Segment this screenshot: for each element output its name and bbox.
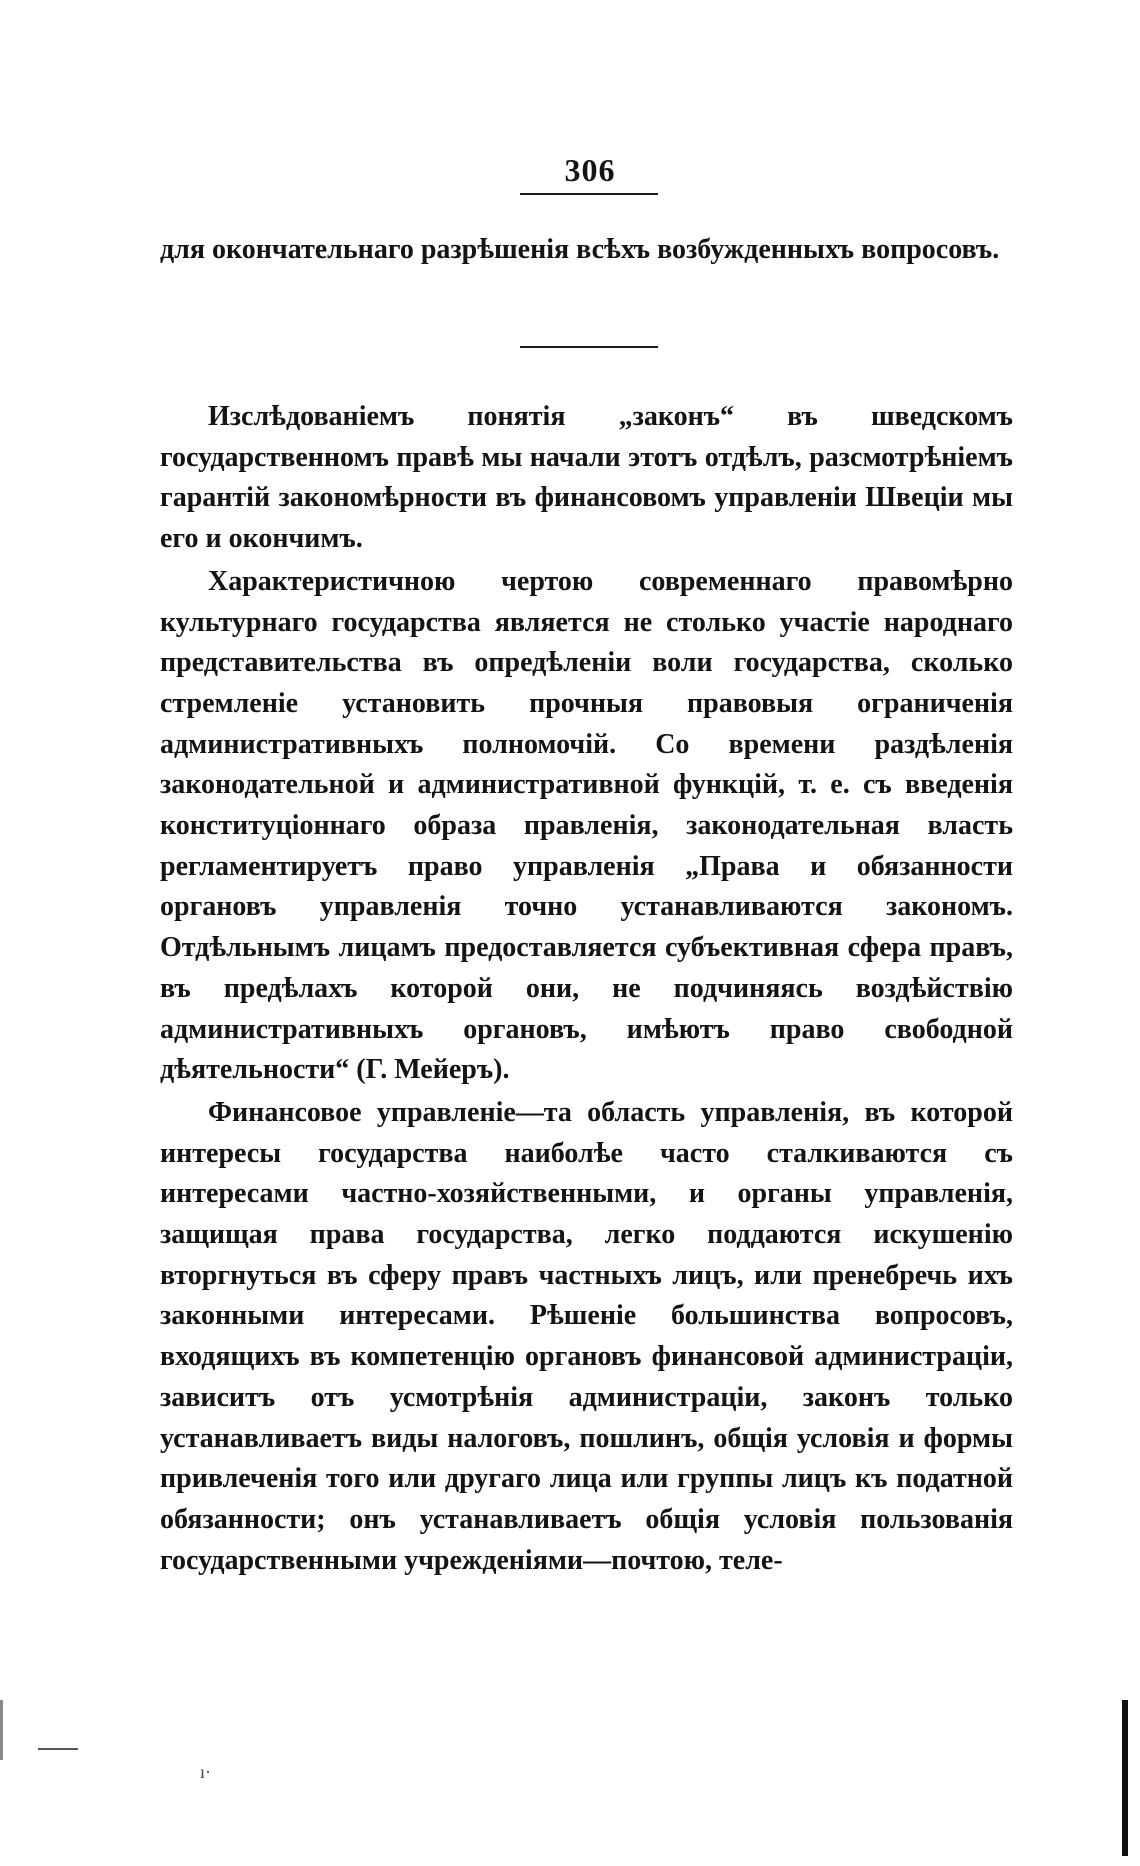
scan-edge-tick [0,1700,3,1760]
paragraph-1: Изслѣдованіемъ понятія „законъ“ въ шведскомъ государственномъ правѣ мы начали этотъ отдѣлъ, разсмотрѣніемъ гарантій закономѣрности въ финансовомъ управленіи Швеціи мы его и окончимъ. [160,401,1013,555]
continuation-text: для окончательнаго разрѣшенія всѣхъ возбужденныхъ вопросовъ. [160,234,1000,265]
stray-ink-mark: ı· [200,1762,211,1782]
scan-edge-mark-left [38,1748,78,1750]
paragraph-2: Характеристичною чертою современнаго правомѣрно культурнаго государства является не столько участіе народнаго представительства въ опредѣленіи воли государства, сколько стремленіе установить прочныя правовыя ограниченія административныхъ полномочій. Со времени раздѣленія законодательной и административной функцій, т. е. съ введенія конституціоннаго образа правленія, законодательная власть регламентируетъ право управленія „Права и обязанности органовъ управленія точно устанавливаются закономъ. Отдѣльнымъ лицамъ предоставляется субъективная сфера правъ, въ предѣлахъ которой они, не подчиняясь воздѣйствію административныхъ органовъ, имѣютъ право свободной дѣятельности“ (Г. Мейеръ). [160,565,1013,1086]
main-text [160,397,1013,1583]
section-divider [520,346,658,348]
scan-edge-mark-right [1122,1700,1128,1856]
paragraph-3: Финансовое управленіе—та область управленія, въ которой интересы государства наиболѣе часто сталкиваются съ интересами частно-хозяйственными, и органы управленія, защищая права государства, легко поддаются искушенію вторгнуться въ сферу правъ частныхъ лицъ, или пренебречь ихъ законными интересами. Рѣшеніе большинства вопросовъ, входящихъ въ компетенцію органовъ финансовой администраціи, зависитъ отъ усмотрѣнія администраціи, законъ только устанавливаетъ виды налоговъ, пошлинъ, общія условія и формы привлеченія того или другаго лица или группы лицъ къ податной обязанности; онъ устанавливаетъ общія условія пользованія государственными учрежденіями—почтою, теле- [160,1096,1013,1576]
header-rule [520,193,658,195]
page-number: 306 [564,152,616,188]
